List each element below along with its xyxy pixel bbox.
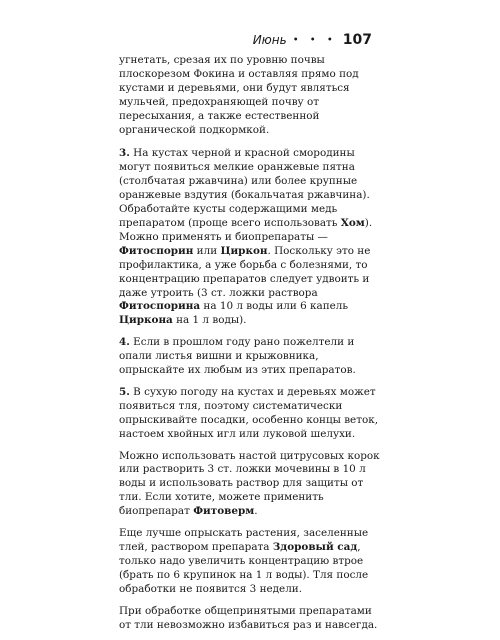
running-header-month: Июнь: [252, 33, 287, 47]
paragraph-continuation: угнетать, срезая их по уровню почвы плоскорезом Фокина и оставляя прямо под кустами и деревьями, они будут являться мульчей, предохраняющей почву от пересыхания, а также естественной органической подкормкой.: [119, 54, 359, 136]
item-number: 5.: [119, 385, 130, 398]
product-name: Здоровый сад: [272, 541, 358, 553]
product-name: Циркона: [119, 314, 173, 327]
item-number: 3.: [119, 147, 130, 160]
product-name: Хом: [340, 216, 365, 229]
item-number: 4.: [119, 336, 130, 349]
paragraph-text: Если в прошлом году рано пожелтели и опали листья вишни и крыжовника, опрыскайте их любым из этих препаратов.: [119, 336, 356, 377]
paragraph-text: , только надо увеличить концентрацию втрое (брать по 6 крупинок на 1 л воды). Тля после обработки не появится 3 недели.: [119, 541, 369, 595]
paragraph-text: .: [254, 505, 258, 518]
product-name: Фитоспорин: [119, 244, 194, 257]
paragraph-item-4: [119, 336, 381, 378]
product-name: Фитоспорина: [119, 300, 201, 313]
paragraph-text: Еще лучше опрыскать растения, заселенные тлей, раствором препарата: [119, 527, 369, 553]
paragraph-citrus: [119, 450, 381, 520]
paragraph-text: Можно использовать настой цитрусовых корок или растворить 3 ст. ложки мочевины в 10 л воды и использовать раствор для защиты от тли. Если хотите, можете применить биопрепарат: [119, 449, 380, 518]
page-body: [119, 54, 381, 640]
paragraph-text: В сухую погоду на кустах и деревьях может появиться тля, поэтому систематически опрыскивайте посадки, особенно концы веток, настоем хвойных игл или луковой шелухи.: [119, 385, 379, 440]
paragraph-text: на 1 л воды).: [172, 314, 247, 327]
product-name: Циркон: [220, 244, 268, 257]
paragraph-healthy-garden: [119, 527, 381, 597]
paragraph-text: на 10 л воды или 6 капель: [200, 300, 349, 313]
paragraph-final: При обработке общепринятыми препаратами от тли невозможно избавиться раз и навсегда.: [119, 604, 378, 631]
paragraph-text: или: [193, 244, 221, 257]
product-name: Фитоверм: [193, 505, 255, 518]
header-dots: • • •: [292, 34, 337, 46]
paragraph-text: На кустах черной и красной смородины могут появиться мелкие оранжевые пятна (столбчатая ржавчина) или более крупные оранжевые вздутия (бокальчатая ржавчина). Обработайте кусты содержащими медь препаратом (проще всего использовать: [119, 147, 370, 229]
paragraph-text: . Поскольку это не профилактика, а уже борьба с болезнями, то концентрацию препаратов следует удвоить и даже утроить (3 ст. ложки раствора: [119, 244, 371, 299]
paragraph-text: ). Можно применять и биопрепараты —: [119, 216, 373, 243]
paragraph-item-5: [119, 386, 381, 442]
page-number: 107: [342, 32, 372, 48]
paragraph-item-3: [119, 147, 381, 328]
running-header: [253, 32, 372, 48]
